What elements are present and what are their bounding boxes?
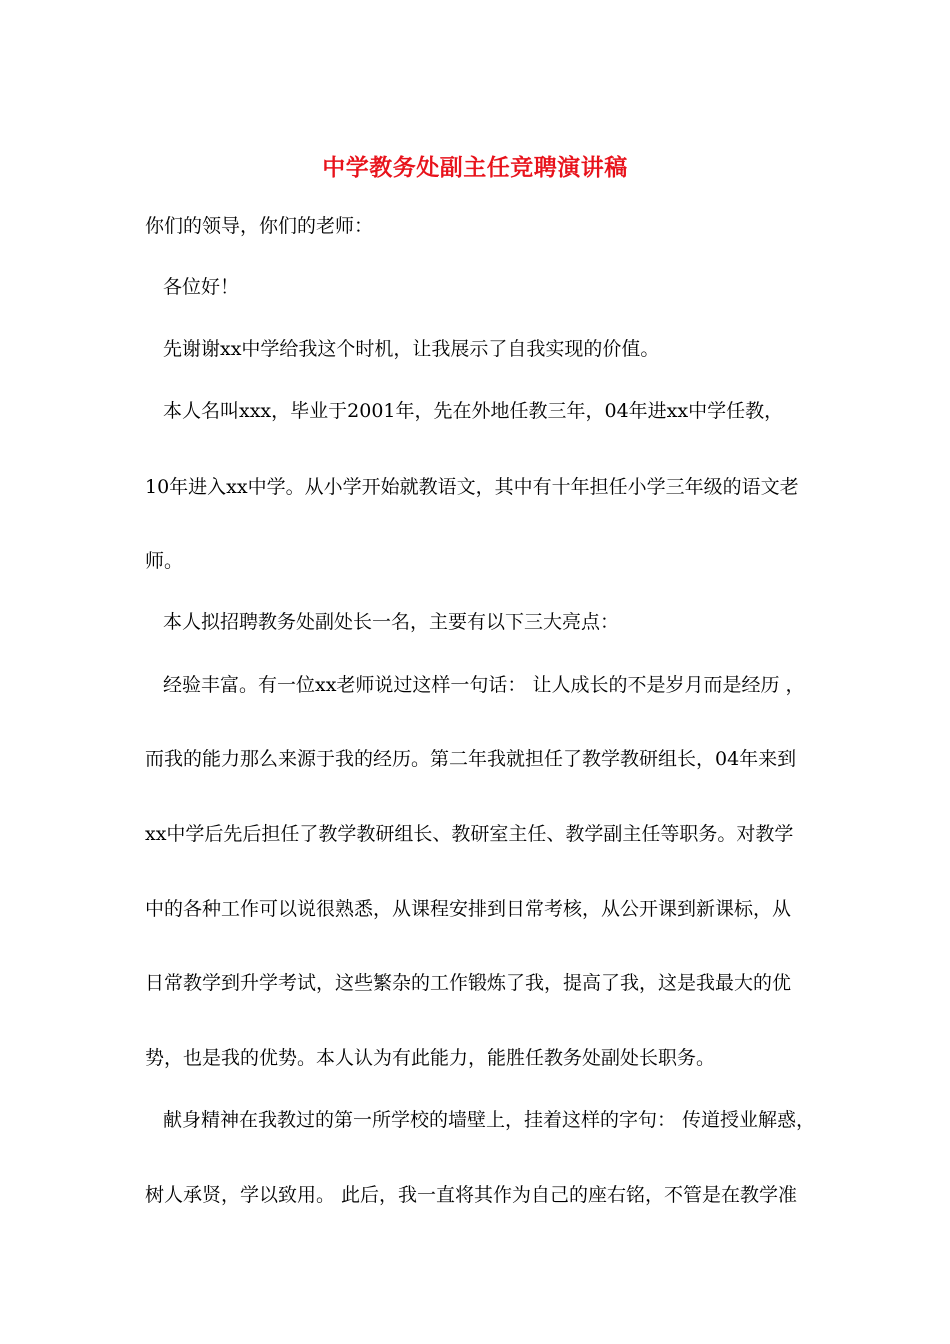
paragraph-line: 本人名叫xxx，毕业于2001年，先在外地任教三年，04年进xx中学任教， (163, 400, 784, 422)
paragraph-line: 势，也是我的优势。本人认为有此能力，能胜任教务处副处长职务。 (145, 1047, 716, 1069)
paragraph-line: 师。 (145, 550, 184, 572)
paragraph-line: 而我的能力那么来源于我的经历。第二年我就担任了教学教研组长，04年来到 (145, 748, 797, 770)
paragraph-line: 献身精神在我教过的第一所学校的墙壁上，挂着这样的字句： 传道授业解惑， (163, 1109, 816, 1131)
paragraph-line: 先谢谢xx中学给我这个时机，让我展示了自我实现的价值。 (163, 338, 660, 360)
salutation-line: 你们的领导，你们的老师： (145, 215, 374, 237)
paragraph-line: xx中学后先后担任了教学教研组长、教研室主任、教学副主任等职务。对教学 (145, 823, 794, 845)
paragraph-line: 经验丰富。有一位xx老师说过这样一句话： 让人成长的不是岁月而是经历 ， (163, 674, 805, 696)
paragraph-line: 中的各种工作可以说很熟悉，从课程安排到日常考核，从公开课到新课标，从 (145, 898, 792, 920)
greeting-line: 各位好！ (163, 276, 240, 298)
paragraph-line: 本人拟招聘教务处副处长一名，主要有以下三大亮点： (163, 611, 620, 633)
paragraph-line: 10年进入xx中学。从小学开始就教语文，其中有十年担任小学三年级的语文老 (145, 476, 799, 498)
paragraph-line: 日常教学到升学考试，这些繁杂的工作锻炼了我，提高了我，这是我最大的优 (145, 972, 792, 994)
paragraph-line: 树人承贤，学以致用。 此后，我一直将其作为自己的座右铭，不管是在教学准 (145, 1184, 798, 1206)
document-title: 中学教务处副主任竞聘演讲稿 (322, 154, 628, 181)
